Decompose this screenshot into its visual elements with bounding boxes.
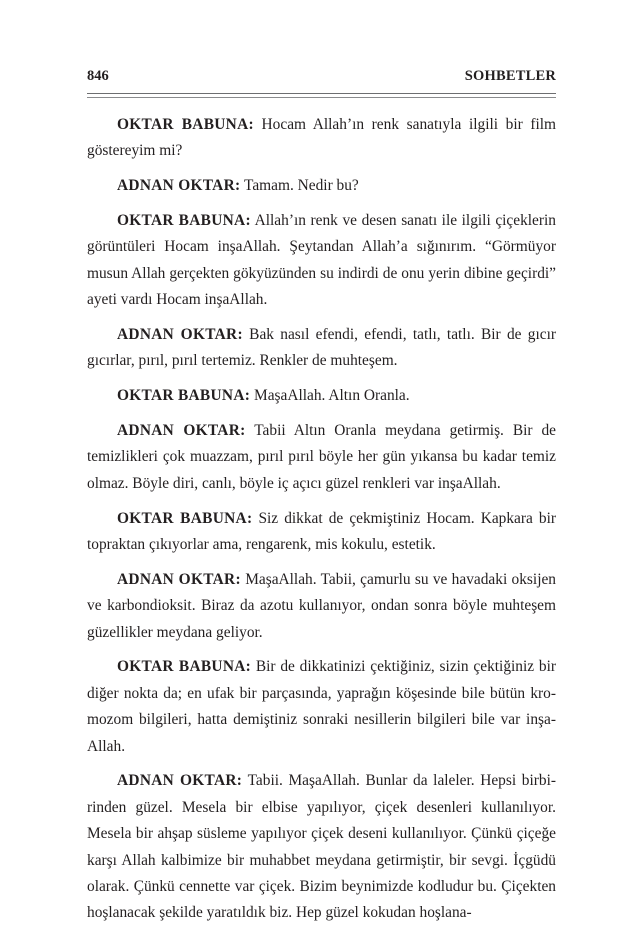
dialogue-paragraph [87, 506, 556, 559]
speaker-name: OKTAR BABUNA: [117, 658, 252, 676]
dialogue-paragraph [87, 654, 556, 760]
speaker-name: OKTAR BABUNA: [117, 212, 251, 229]
running-header [87, 68, 556, 88]
paragraph-text: Tabii Altın Oranla meydana getirmiş. Bir de temizlikleri çok muazzam, pırıl pırıl böyle her gün yıkansa bu kadar temiz olmaz. Böyle diri, canlı, böyle iç açıcı güzel renkleri var inşaAllah. [87, 422, 556, 492]
dialogue-paragraph [87, 322, 556, 375]
speaker-name: ADNAN OKTAR: [117, 570, 241, 588]
dialogue-paragraph [87, 112, 556, 165]
dialogue-paragraph [87, 173, 556, 199]
paragraph-text: Tabii. MaşaAllah. Bunlar da laleler. Hepsi birbirinden güzel. Mesela bir elbise yapılıyor, çiçek desenleri kullanılıyor. Mesela bir ahşap süsleme yapılıyor çiçek deseni kullanılıyor. Çünkü çiçeğe karşı Allah kalbimize bir muhabbet meydana getirmiştir, bir sevgi. İçgüdü olarak. Çünkü cennette var çiçek. Bizim beynimizde kodludur bu. Çiçekten hoşlanacak şekilde yaratıldık biz. Hep güzel kokudan hoşlana- [87, 772, 556, 922]
dialogue-paragraph [87, 208, 556, 314]
dialogue-paragraph [87, 768, 556, 926]
header-rule-thin [87, 97, 556, 98]
speaker-name: ADNAN OKTAR: [117, 422, 246, 440]
speaker-name: ADNAN OKTAR: [117, 326, 243, 344]
paragraph-text: MaşaAllah. Altın Oranla. [250, 387, 410, 405]
paragraph-text: Bir de dikkatinizi çektiğiniz, sizin çektiğiniz bir diğer nokta da; en ufak bir parçasında, yaprağın köşesinde bile bütün kromozom bilgileri, hatta demiştiniz sonraki nesillerin bilgileri bile var inşaAllah. [87, 658, 556, 755]
paragraph-text: MaşaAllah. Tabii, çamurlu su ve havadaki oksijen ve karbondioksit. Biraz da azotu kullanıyor, ondan sonra böyle muhteşem güzellikler meydana geliyor. [87, 570, 556, 641]
paragraph-text: Siz dikkat de çekmiştiniz Hocam. Kapkara bir topraktan çıkıyorlar ama, rengarenk, mis kokulu, estetik. [87, 509, 556, 554]
dialogue-paragraph [87, 383, 556, 409]
dialogue-paragraph [87, 567, 556, 646]
header-rule-thick [87, 93, 556, 94]
speaker-name: OKTAR BABUNA: [117, 387, 251, 405]
speaker-name: OKTAR BABUNA: [117, 116, 254, 133]
running-title: SOHBETLER [464, 68, 556, 84]
paragraph-text: Tamam. Nedir bu? [240, 177, 359, 195]
paragraph-text: Hocam Allah’ın renk sanatıyla ilgili bir film göstereyim mi? [87, 116, 556, 160]
dialogue-paragraph [87, 418, 556, 497]
speaker-name: ADNAN OKTAR: [117, 177, 241, 195]
speaker-name: ADNAN OKTAR: [117, 772, 243, 790]
page-body [87, 112, 556, 935]
paragraph-text: Allah’ın renk ve desen sanatı ile ilgili çiçeklerin görüntüleri Hocam inşaAllah. Şeytandan Allah’a sığınırım. “Görmüyor musun Allah gerçekten gökyüzünden su indirdi de onu yerin dibine geçirdi” ayeti vardı Hocam inşaAllah. [87, 212, 556, 309]
paragraph-text: Bak nasıl efendi, efendi, tatlı, tatlı. Bir de gıcır gıcırlar, pırıl, pırıl tertemiz. Renkler de muhteşem. [87, 326, 556, 370]
speaker-name: OKTAR BABUNA: [117, 509, 253, 527]
page-number: 846 [87, 68, 109, 84]
